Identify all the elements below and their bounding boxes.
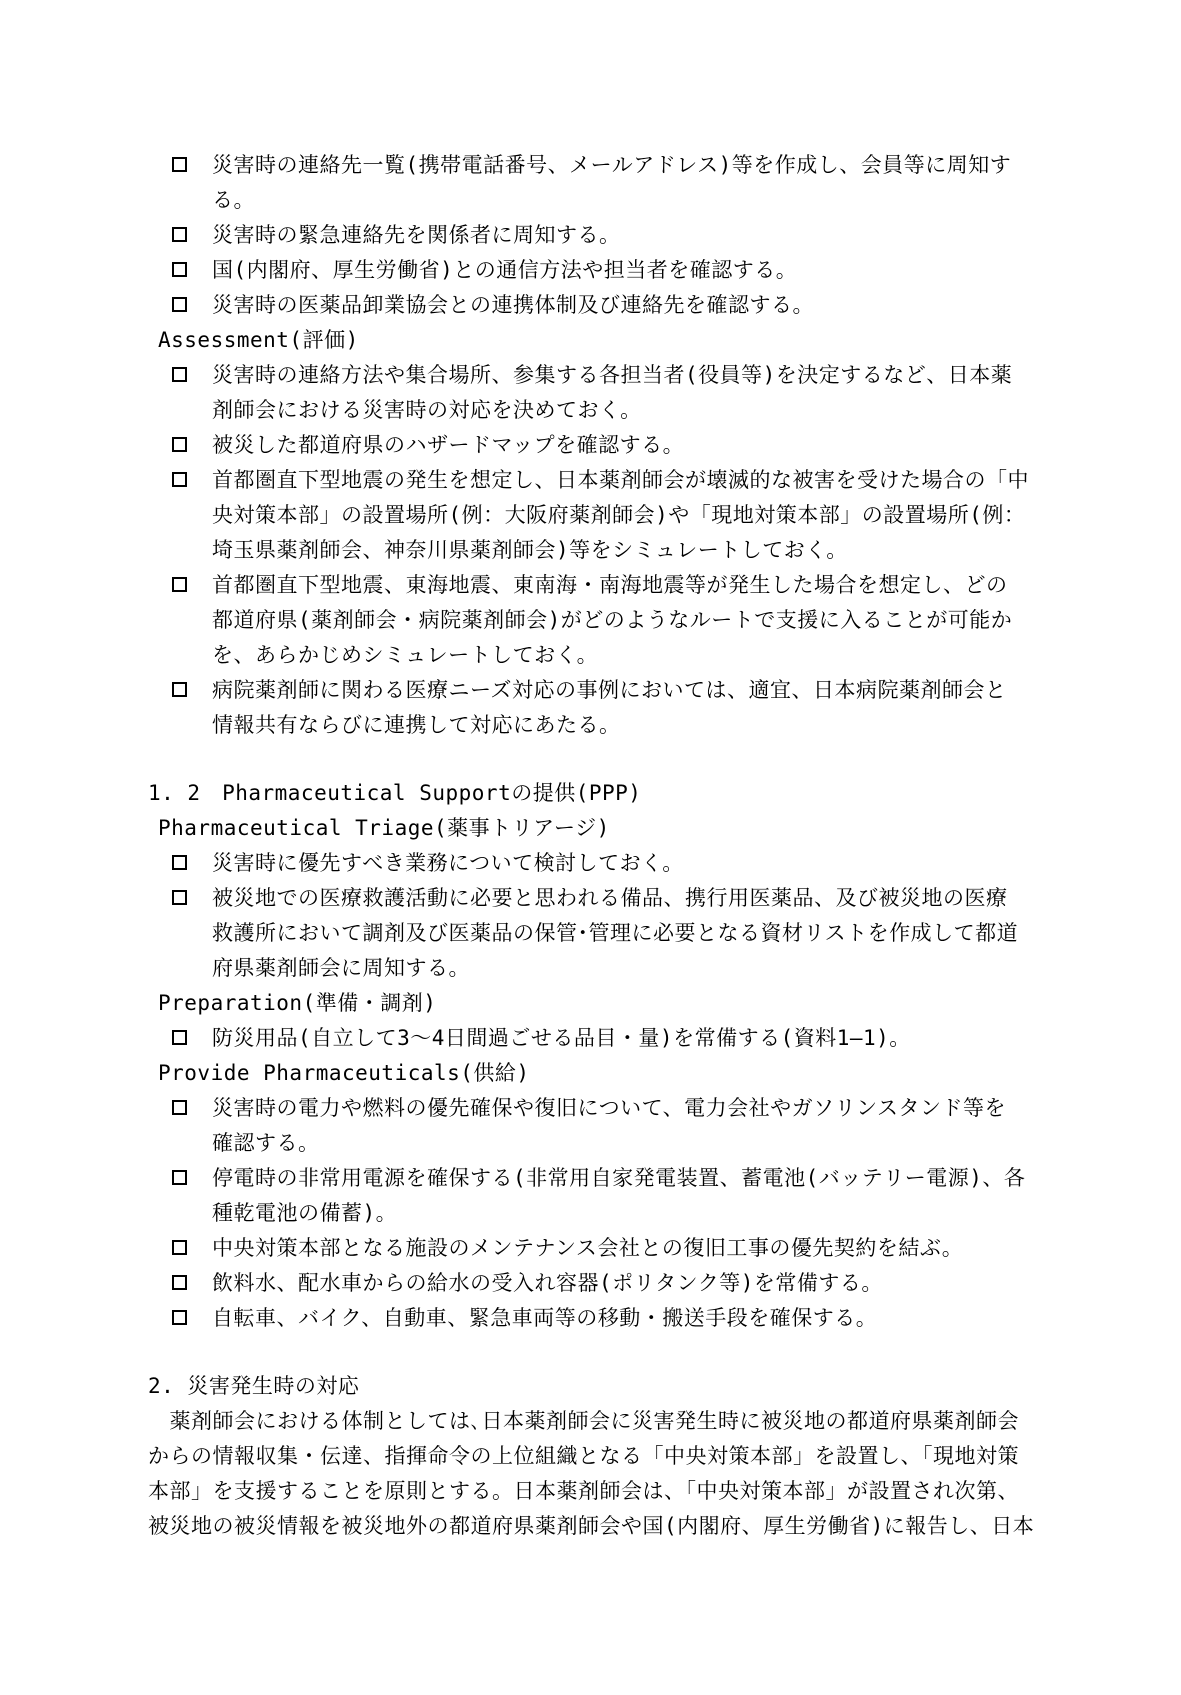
checkbox-icon — [172, 1275, 187, 1290]
checkbox-icon — [172, 157, 187, 172]
checklist-item — [172, 1231, 1032, 1266]
item-text-continued: 埼玉県薬剤師会、神奈川県薬剤師会)等をシミュレートしておく。 — [212, 538, 848, 562]
item-text: 自転車、バイク、自動車、緊急車両等の移動・搬送手段を確保する。 — [212, 1306, 878, 1330]
checklist-item — [172, 1266, 1032, 1301]
item-text-continued: る。 — [212, 188, 255, 212]
item-text-continued: 情報共有ならびに連携して対応にあたる。 — [212, 713, 621, 737]
checkbox-icon — [172, 1030, 187, 1045]
item-text: 災害時に優先すべき業務について検討しておく。 — [212, 851, 684, 875]
item-text: 防災用品(自立して3～4日間過ごせる品目・量)を常備する(資料1―1)。 — [212, 1026, 911, 1050]
item-text: 災害時の電力や燃料の優先確保や復旧について、電力会社やガソリンスタンド等を — [212, 1096, 1007, 1120]
item-text: 災害時の医薬品卸業協会との連携体制及び連絡先を確認する。 — [212, 293, 814, 317]
checkbox-icon — [172, 437, 187, 452]
paragraph-line: 本部」を支援することを原則とする。日本薬剤師会は、「中央対策本部」が設置され次第、 — [148, 1479, 1019, 1503]
item-text-continued: 種乾電池の備蓄)。 — [212, 1201, 398, 1225]
checkbox-icon — [172, 855, 187, 870]
checkbox-icon — [172, 297, 187, 312]
checklist-item — [172, 1161, 1032, 1196]
checklist-item — [172, 673, 1032, 708]
checklist-item — [172, 1301, 1032, 1336]
item-text: 災害時の連絡方法や集合場所、参集する各担当者(役員等)を決定するなど、日本薬 — [212, 363, 1013, 387]
item-text: 首都圏直下型地震の発生を想定し、日本薬剤師会が壊滅的な被害を受けた場合の「中 — [212, 468, 1029, 492]
item-text: 災害時の緊急連絡先を関係者に周知する。 — [212, 223, 621, 247]
checkbox-icon — [172, 1240, 187, 1255]
triage-heading: Pharmaceutical Triage(薬事トリアージ) — [158, 816, 610, 840]
checkbox-icon — [172, 577, 187, 592]
item-text: 停電時の非常用電源を確保する(非常用自家発電装置、蓄電池(バッテリー電源)、各 — [212, 1166, 1026, 1190]
paragraph-line: 薬剤師会における体制としては､日本薬剤師会に災害発生時に被災地の都道府県薬剤師会 — [148, 1409, 1019, 1433]
item-text: 首都圏直下型地震、東海地震、東南海・南海地震等が発生した場合を想定し、どの — [212, 573, 1008, 597]
item-text: 中央対策本部となる施設のメンテナンス会社との復旧工事の優先契約を結ぶ。 — [212, 1236, 964, 1260]
item-text: 災害時の連絡先一覧(携帯電話番号、メールアドレス)等を作成し、会員等に周知す — [212, 153, 1012, 177]
checklist-item — [172, 428, 1032, 463]
item-text-continued: を、あらかじめシミュレートしておく。 — [212, 643, 599, 667]
item-text-continued: 救護所において調剤及び医薬品の保管･管理に必要となる資材リストを作成して都道 — [212, 921, 1019, 945]
paragraph-line: からの情報収集・伝達、指揮命令の上位組織となる「中央対策本部」を設置し、「現地対策 — [148, 1444, 1019, 1468]
item-text: 国(内閣府、厚生労働省)との通信方法や担当者を確認する。 — [212, 258, 798, 282]
provide-heading: Provide Pharmaceuticals(供給) — [158, 1061, 530, 1085]
section-heading-ppp: 1. 2 Pharmaceutical Supportの提供(PPP) — [148, 781, 642, 805]
checklist-item — [172, 1091, 1032, 1126]
checkbox-icon — [172, 1310, 187, 1325]
assessment-heading: Assessment(評価) — [158, 328, 359, 352]
checklist-item — [172, 218, 1032, 253]
item-text-continued: 剤師会における災害時の対応を決めておく。 — [212, 398, 642, 422]
checklist-item — [172, 568, 1032, 603]
item-text-continued: 確認する。 — [212, 1131, 320, 1155]
item-text: 被災した都道府県のハザードマップを確認する。 — [212, 433, 685, 457]
checkbox-icon — [172, 682, 187, 697]
checkbox-icon — [172, 227, 187, 242]
checklist-item — [172, 358, 1032, 393]
checkbox-icon — [172, 890, 187, 905]
checklist-item — [172, 881, 1032, 916]
preparation-heading: Preparation(準備・調剤) — [158, 991, 437, 1015]
checklist-item — [172, 148, 1032, 183]
item-text-continued: 央対策本部」の設置場所(例：大阪府薬剤師会)や「現地対策本部」の設置場所(例： — [212, 503, 1026, 527]
item-text: 病院薬剤師に関わる医療ニーズ対応の事例においては、適宜、日本病院薬剤師会と — [212, 678, 1007, 702]
checklist-item — [172, 846, 1032, 881]
checkbox-icon — [172, 262, 187, 277]
item-text: 被災地での医療救護活動に必要と思われる備品、携行用医薬品、及び被災地の医療 — [212, 886, 1008, 910]
checklist-item — [172, 1021, 1032, 1056]
checklist-item — [172, 288, 1032, 323]
checklist-item — [172, 463, 1032, 498]
checkbox-icon — [172, 472, 187, 487]
checkbox-icon — [172, 1170, 187, 1185]
item-text-continued: 府県薬剤師会に周知する。 — [212, 956, 470, 980]
section-heading-response: 2. 災害発生時の対応 — [148, 1374, 360, 1398]
item-text: 飲料水、配水車からの給水の受入れ容器(ポリタンク等)を常備する。 — [212, 1271, 883, 1295]
checklist-item — [172, 253, 1032, 288]
item-text-continued: 都道府県(薬剤師会・病院薬剤師会)がどのようなルートで支援に入ることが可能か — [212, 608, 1013, 632]
checkbox-icon — [172, 1100, 187, 1115]
paragraph-line: 被災地の被災情報を被災地外の都道府県薬剤師会や国(内閣府、厚生労働省)に報告し、日本 — [148, 1514, 1035, 1538]
checkbox-icon — [172, 367, 187, 382]
